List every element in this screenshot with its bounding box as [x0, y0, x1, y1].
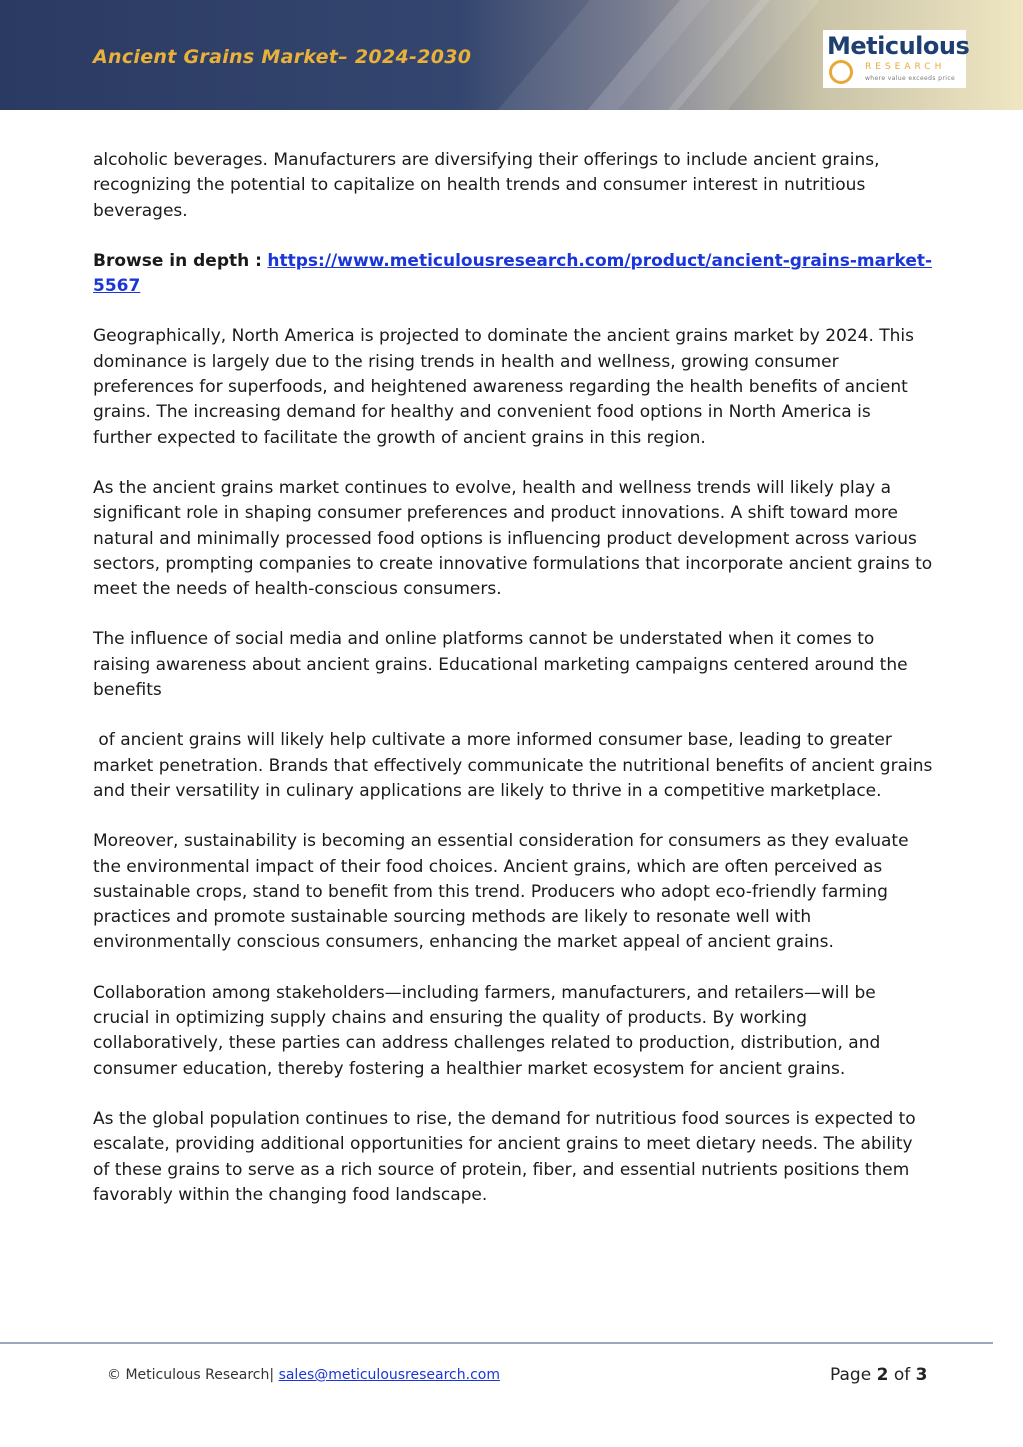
body-paragraph: As the global population continues to rise, the demand for nutritious food sources is expected to escalate, providing additional opportunities for ancient grains to meet dietary needs. The ability of these grains to serve as a rich source of protein, fiber, and essential nutrients positions them favorably within the changing food landscape.: [93, 1108, 916, 1205]
copyright-text: © Meticulous Research|: [107, 1367, 275, 1383]
browse-label: Browse in depth :: [93, 250, 262, 271]
body-paragraph: Collaboration among stakeholders—including farmers, manufacturers, and retailers—will be crucial in optimizing supply chains and ensuring the quality of products. By working collaboratively, these parties can address challenges related to production, distribution, and consumer education, thereby fostering a healthier market ecosystem for ancient grains.: [93, 982, 881, 1079]
email-link[interactable]: sales@meticulousresearch.com: [278, 1367, 500, 1383]
page-of: of: [893, 1365, 911, 1385]
logo-wordmark: Meticulous: [827, 32, 970, 60]
footer-divider: [0, 1342, 993, 1344]
footer-copyright: [107, 1367, 500, 1383]
document-title: Ancient Grains Market– 2024-2030: [93, 46, 472, 68]
body-paragraph: As the ancient grains market continues to evolve, health and wellness trends will likely play a significant role in shaping consumer preferences and product innovations. A shift toward more natural and minimally processed food options is influencing product development across various sectors, prompting companies to create innovative formulations that incorporate ancient grains to meet the needs of health-conscious consumers.: [93, 477, 933, 600]
body-paragraph: alcoholic beverages. Manufacturers are diversifying their offerings to include ancient grains, recognizing the potential to capitalize on health trends and consumer interest in nutritious beverages.: [93, 150, 880, 221]
page-number: [830, 1365, 927, 1385]
body-paragraph: Moreover, sustainability is becoming an essential consideration for consumers as they evaluate the environmental impact of their food choices. Ancient grains, which are often perceived as sustainable crops, stand to benefit from this trend. Producers who adopt eco-friendly farming practices and promote sustainable sourcing methods are likely to resonate well with environmentally conscious consumers, enhancing the market appeal of ancient grains.: [93, 831, 909, 953]
page-prefix: Page: [830, 1365, 872, 1385]
document-body: [93, 148, 938, 1233]
page-current: 2: [876, 1365, 889, 1385]
body-paragraph: The influence of social media and online platforms cannot be understated when it comes to raising awareness about ancient grains. Educational marketing campaigns centered around the benefits: [93, 629, 908, 701]
page-total: 3: [915, 1365, 928, 1385]
company-logo: [823, 30, 970, 88]
body-paragraph: Geographically, North America is projected to dominate the ancient grains market by 2024. This dominance is largely due to the rising trends in health and wellness, growing consumer preferences for superfoods, and heightened awareness regarding the health benefits of ancient grains. The increasing demand for healthy and convenient food options in North America is further expected to facilitate the growth of ancient grains in this region.: [93, 326, 915, 448]
magnifier-icon: [829, 60, 853, 84]
product-link[interactable]: https://www.meticulousresearch.com/product/ancient-grains-market-5567: [93, 250, 933, 297]
logo-tagline: where value exceeds price: [865, 75, 956, 82]
page-header: [0, 0, 1023, 110]
browse-paragraph: [93, 249, 933, 300]
body-paragraph: of ancient grains will likely help cultivate a more informed consumer base, leading to greater market penetration. Brands that effectively communicate the nutritional benefits of ancient grains and their versatility in culinary applications are likely to thrive in a competitive marketplace.: [93, 730, 938, 801]
logo-subtitle: RESEARCH: [865, 62, 946, 72]
